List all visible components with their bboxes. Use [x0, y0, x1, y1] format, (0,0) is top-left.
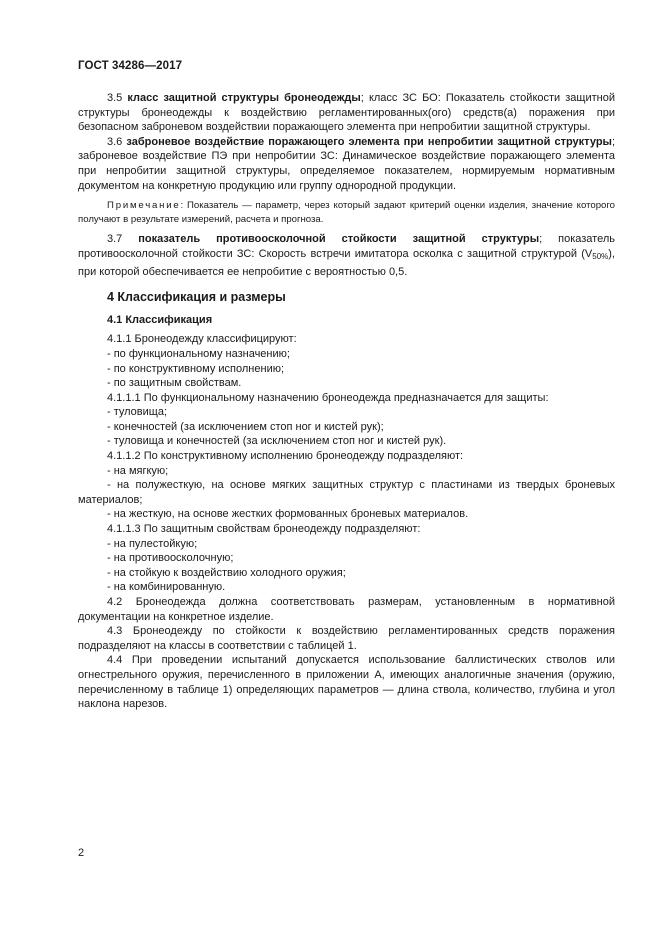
- list-item: - по функциональному назначению;: [107, 347, 290, 360]
- list-item: - на стойкую к воздействию холодного оружия;: [107, 566, 346, 579]
- clause-4-2: 4.2 Бронеодежда должна соответствовать размерам, установленным в нормативной документации на конкретное изделие.: [78, 596, 615, 623]
- list-item: - туловища и конечностей (за исключением стоп ног и кистей рук).: [107, 435, 447, 448]
- clause-number: 3.5: [107, 92, 128, 104]
- definition: показатель противоосколочной стойкости ЗС: Скорость встречи имитатора осколка с защитной структурой (V: [78, 233, 615, 260]
- clause-number: 3.7: [107, 233, 139, 246]
- clause-4-4: 4.4 При проведении испытаний допускается использование баллистических стволов или огнестрельного оружия, перечисленного в приложении А, имеющих аналогичные значения (оружию, перечисленному в таблице 1) определяющих параметров — длина ствола, количество, глубина и угол наклона нарезов.: [78, 654, 615, 711]
- clause-4-1-1-1: 4.1.1.1 По функциональному назначению бронеодежда предназначается для защиты:: [107, 391, 549, 404]
- list-item: - на противоосколочную;: [107, 552, 234, 565]
- clause-4-1-1: 4.1.1 Бронеодежду классифицируют:: [107, 333, 297, 346]
- list-item: - по конструктивному исполнению;: [107, 362, 285, 375]
- clause-4-1-1-2: 4.1.1.2 По конструктивному исполнению бронеодежду подразделяют:: [107, 450, 464, 463]
- list-item: - конечностей (за исключением стоп ног и кистей рук);: [107, 420, 384, 433]
- list-item: - по защитным свойствам.: [107, 377, 242, 390]
- section-4-1-title: 4.1 Классификация: [107, 313, 213, 326]
- term: класс защитной структуры бронеодежды: [127, 92, 361, 104]
- clause-3-5: 3.5 класс защитной структуры бронеодежды; класс ЗС БО: Показатель стойкости защитной структуры бронеодежды к воздействию регламентированных(ого) средств(а) поражения при безопасном заброневом воздействии поражающего элемента при непробитии защитной структуры.: [78, 92, 615, 134]
- note-label: Примечание: [107, 200, 181, 212]
- list-item: - на жесткую, на основе жестких формованных броневых материалов.: [107, 508, 469, 521]
- note: [78, 199, 615, 226]
- page-number: 2: [78, 847, 85, 859]
- clause-number: 3.6: [107, 135, 127, 148]
- subscript: 50%: [592, 251, 609, 261]
- document-body: [78, 91, 615, 712]
- definition: класс ЗС БО: Показатель стойкости защитной структуры бронеодежды к воздействию регламентированных(ого) средств(а) поражения при безопасном заброневом воздействии поражающего элемента при непробитии защитной структуры.: [78, 92, 615, 134]
- note-text: : Показатель — параметр, через который задают критерий оценки изделия, значение которого получают в результате измерений, расчета и прогноза.: [78, 200, 615, 225]
- list-item: - на полужесткую, на основе мягких защитных структур с пластинами из твердых броневых материалов;: [78, 479, 615, 506]
- clause-3-7: 3.7 показатель противоосколочной стойкости защитной структуры; показатель противоосколочной стойкости ЗС: Скорость встречи имитатора осколка с защитной структурой $(V_{50\%})$, при которой обеспечивается ее непробитие с вероятностью 0,5.: [78, 233, 615, 278]
- definition-end: ), при которой обеспечивается ее непробитие с вероятностью 0,5.: [78, 247, 615, 278]
- definition: заброневое воздействие ПЭ при непробитии ЗС: Динамическое воздействие поражающего элемента при непробитии защитной структуры, определяемое показателем, нормируемым нормативным документом на конкретную продукцию или группу однородной продукции.: [78, 150, 615, 192]
- term: показатель противоосколочной стойкости защитной структуры: [138, 233, 540, 246]
- section-4-title: 4 Классификация и размеры: [107, 290, 286, 305]
- list-item: - на комбинированную.: [107, 581, 226, 594]
- term: заброневое воздействие поражающего элемента при непробитии защитной структуры: [126, 135, 612, 148]
- list-item: - на мягкую;: [107, 464, 169, 477]
- list-item: - туловища;: [107, 406, 168, 419]
- clause-4-1-1-3: 4.1.1.3 По защитным свойствам бронеодежду подразделяют:: [107, 523, 421, 536]
- clause-3-6: 3.6 заброневое воздействие поражающего элемента при непробитии защитной структуры; заброневое воздействие ПЭ при непробитии ЗС: Динамическое воздействие поражающего элемента при непробитии защитной структуры, определяемое показателем, нормируемым нормативным документом на конкретную продукцию или группу однородной продукции.: [78, 135, 615, 192]
- list-item: - на пулестойкую;: [107, 537, 198, 550]
- clause-4-3: 4.3 Бронеодежду по стойкости к воздействию регламентированных средств поражения подразделяют на классы в соответствии с таблицей 1.: [78, 625, 615, 652]
- document-header: ГОСТ 34286—2017: [78, 60, 183, 72]
